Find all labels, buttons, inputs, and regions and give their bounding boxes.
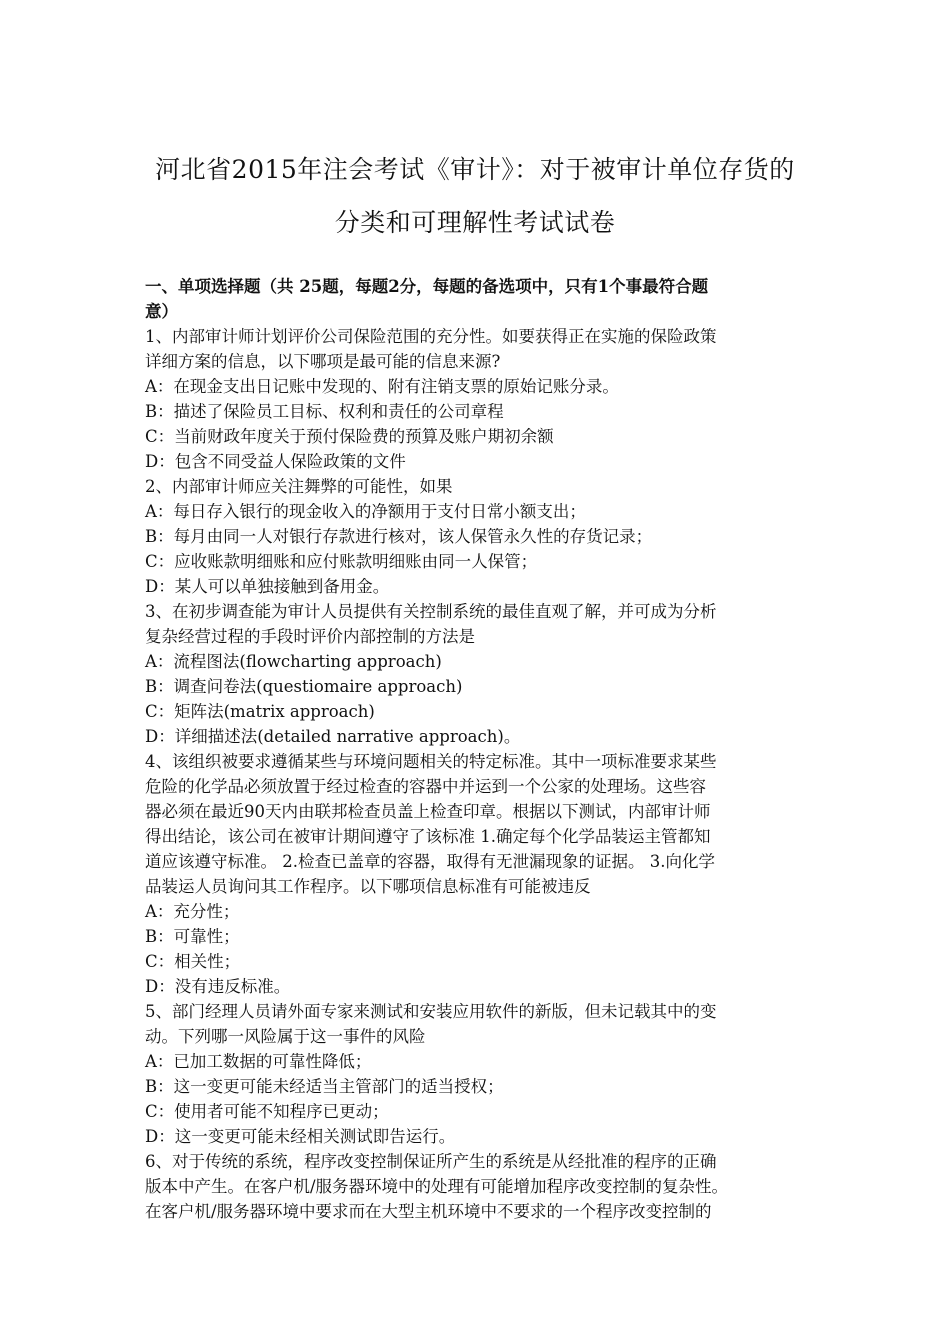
question-1	[145, 324, 815, 474]
answer-option: B：每月由同一人对银行存款进行核对，该人保管永久性的存货记录；	[145, 527, 653, 546]
answer-option: B：可靠性；	[145, 927, 240, 946]
answer-option: A：已加工数据的可靠性降低；	[145, 1052, 372, 1071]
question-stem-line: 在客户机/服务器环境中要求而在大型主机环境中不要求的一个程序改变控制的	[145, 1202, 712, 1221]
question-6	[145, 1149, 815, 1224]
answer-option: D：这一变更可能未经相关测试即告运行。	[145, 1127, 456, 1146]
question-stem-line: 1、内部审计师计划评价公司保险范围的充分性。如要获得正在实施的保险政策	[145, 327, 717, 346]
section-heading	[145, 274, 815, 324]
question-stem-line: 详细方案的信息，以下哪项是最可能的信息来源?	[145, 352, 501, 371]
question-stem-line: 危险的化学品必须放置于经过检查的容器中并运到一个公家的处理场。这些容	[145, 777, 706, 796]
question-3	[145, 599, 815, 749]
question-2	[145, 474, 815, 599]
section-heading-line: 意）	[145, 302, 178, 321]
question-stem-line: 器必须在最近90天内由联邦检查员盖上检查印章。根据以下测试，内部审计师	[145, 802, 711, 821]
answer-option: D：详细描述法(detailed narrative approach)。	[145, 727, 521, 746]
question-stem-line: 5、部门经理人员请外面专家来测试和安装应用软件的新版，但未记载其中的变	[145, 1002, 717, 1021]
answer-option: A：每日存入银行的现金收入的净额用于支付日常小额支出；	[145, 502, 586, 521]
answer-option: A：在现金支出日记账中发现的、附有注销支票的原始记账分录。	[145, 377, 619, 396]
question-stem-line: 版本中产生。在客户机/服务器环境中的处理有可能增加程序改变控制的复杂性。	[145, 1177, 729, 1196]
question-stem-line: 道应该遵守标准。 2.检查已盖章的容器，取得有无泄漏现象的证据。 3.向化学	[145, 852, 715, 871]
question-stem-line: 3、在初步调查能为审计人员提供有关控制系统的最佳直观了解，并可成为分析	[145, 602, 717, 621]
title-line-2: 分类和可理解性考试试卷	[334, 208, 616, 237]
answer-option: A：流程图法(flowcharting approach)	[145, 652, 442, 671]
answer-option: A：充分性；	[145, 902, 240, 921]
question-stem-line: 6、对于传统的系统，程序改变控制保证所产生的系统是从经批准的程序的正确	[145, 1152, 717, 1171]
answer-option: D：没有违反标准。	[145, 977, 291, 996]
answer-option: C：应收账款明细账和应付账款明细账由同一人保管；	[145, 552, 538, 571]
answer-option: B：这一变更可能未经适当主管部门的适当授权；	[145, 1077, 504, 1096]
answer-option: B：描述了保险员工目标、权利和责任的公司章程	[145, 402, 504, 421]
answer-option: C：当前财政年度关于预付保险费的预算及账户期初余额	[145, 427, 554, 446]
document-title	[120, 143, 830, 249]
answer-option: D：包含不同受益人保险政策的文件	[145, 452, 406, 471]
question-5	[145, 999, 815, 1149]
section-heading-line: 一、单项选择题（共 25题，每题2分，每题的备选项中，只有1个事最符合题	[145, 277, 709, 296]
answer-option: C：相关性；	[145, 952, 241, 971]
question-stem-line: 2、内部审计师应关注舞弊的可能性，如果	[145, 477, 453, 496]
document-body	[145, 274, 815, 1224]
question-stem-line: 4、该组织被要求遵循某些与环境问题相关的特定标准。其中一项标准要求某些	[145, 752, 717, 771]
question-stem-line: 复杂经营过程的手段时评价内部控制的方法是	[145, 627, 475, 646]
question-4	[145, 749, 815, 999]
question-stem-line: 得出结论，该公司在被审计期间遵守了该标准 1.确定每个化学品装运主管都知	[145, 827, 711, 846]
answer-option: B：调查问卷法(questiomaire approach)	[145, 677, 463, 696]
question-stem-line: 动。下列哪一风险属于这一事件的风险	[145, 1027, 426, 1046]
answer-option: D：某人可以单独接触到备用金。	[145, 577, 390, 596]
question-stem-line: 品装运人员询问其工作程序。以下哪项信息标准有可能被违反	[145, 877, 591, 896]
answer-option: C：使用者可能不知程序已更动；	[145, 1102, 389, 1121]
title-line-1: 河北省2015年注会考试《审计》：对于被审计单位存货的	[155, 155, 795, 184]
answer-option: C：矩阵法(matrix approach)	[145, 702, 375, 721]
